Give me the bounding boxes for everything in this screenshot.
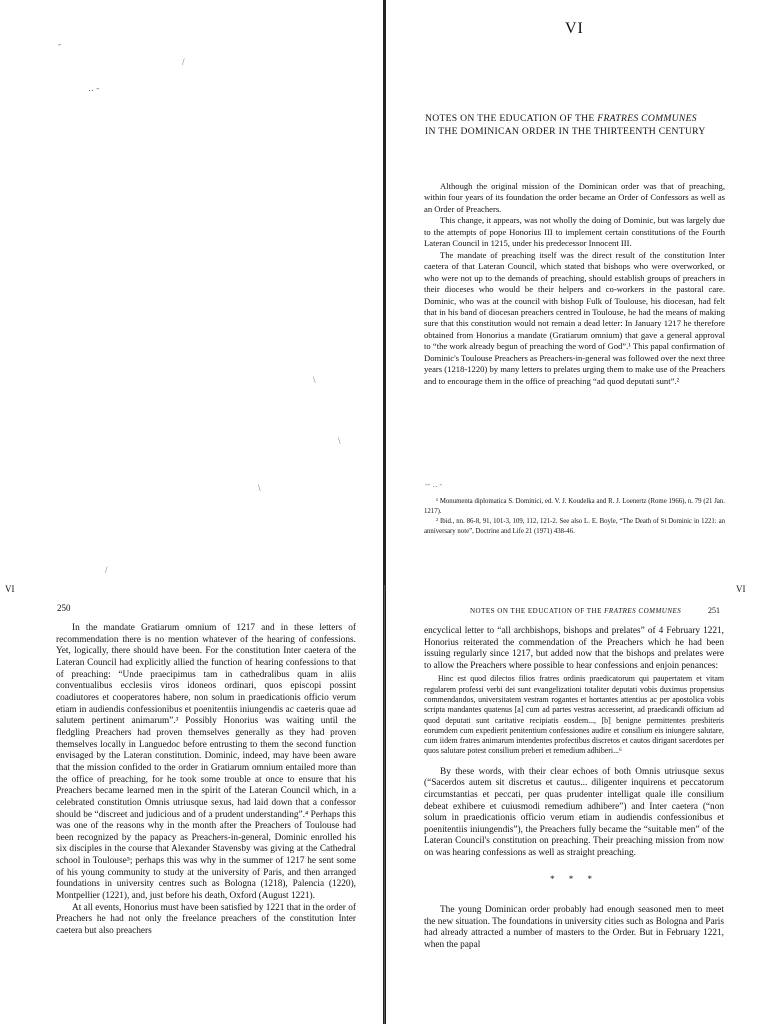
latin-block-quote [424, 672, 724, 758]
body-paragraph: At all events, Honorius must have been satisfied by 1221 that in the order of Preachers he had not only the freelance preachers of the constitution Inter caetera but also preachers [56, 902, 356, 937]
scan-speck: - [58, 39, 61, 49]
scan-speck: \ [338, 436, 341, 446]
chapter-number: VI [565, 20, 584, 37]
scan-speck: \ [258, 483, 261, 493]
footnotes [424, 497, 725, 537]
side-label-right: VI [736, 584, 746, 594]
body-paragraph: This change, it appears, was not wholly the doing of Dominic, but was largely due to the attempts of pope Honorius III to implement certain constitutions of the Fourth Lateran Council in 1215, under his predecessor Innocent III. [424, 215, 725, 249]
scan-speck: / [105, 565, 108, 575]
section-break-stars: * * * [550, 873, 598, 884]
scan-speck: / [182, 57, 185, 67]
body-paragraph: The young Dominican order probably had enough seasoned men to meet the new situation. The foundations in university cities such as Bologna and Paris had already attracted a number of masters to the Order. But in February 1221, when the papal [424, 905, 724, 950]
body-paragraph: The mandate of preaching itself was the direct result of the constitution Inter caetera of that Lateran Council, which stated that bishops who were overworked, or who were not up to the demands of preaching, should establish groups of preachers in their dioceses who would be their helpers and co-workers in the pastoral care. Dominic, who was at the council with bishop Fulk of Toulouse, his diocesan, had felt that in his band of diocesan preachers centred in Toulouse, he had the means of making sure that this constitution would not remain a dead letter: In January 1217 he therefore obtained from Honorius a mandate (Gratiarum omnium) that gave a general approval to “the work already begun of preaching the word of God”.¹ This papal confirmation of Dominic's Toulouse Preachers as Preachers-in-general was followed over the next three years (1218-1220) by many letters to prelates urging them to make use of the Preachers and to encourage them in the office of preaching “ad quod deputati sunt”.² [424, 249, 725, 386]
chapter-title [425, 112, 730, 138]
quote-text: Hinc est quod dilectos filios fratres ordinis praedicatorum qui paupertatem et vitam regularem professi verbi dei sunt evangelizationi totaliter deputati vobis duximus propensius commendandos, universitatem vestram rogantes et hortantes attentius ac per apostolica vobis scripta mandantes quatenus [a] cum ad partes vestras accesserint, ad praedicandi officium ad quod deputati sunt caritative recipiatis eosdem..., [b] benigne permittentes presbiteris eorumdem cum expedierit penitentium confessiones audire et consilium eis iniungere salutare, cum iidem fratres animarum intendentes profectibus discretos et cautos dirigant sacerdotes per quos salutare potest consilium preberi et remedium adhiberi...⁶ [424, 674, 724, 756]
scan-speck: ‥ - [88, 83, 100, 93]
intro-paragraph: encyclical letter to “all archbishops, bishops and prelates” of 4 February 1221, Honorius reiterated the commendation of the Preachers which he had been issuing regularly since 1217, but added now that the bishops and prelates were to allow the Preachers where possible to hear confessions and enjoin penances: [424, 626, 724, 671]
footnote-divider: -- ‥ - [425, 480, 443, 489]
chapter-title-line-2: IN THE DOMINICAN ORDER IN THE THIRTEENTH CENTURY [425, 126, 706, 137]
right-page-column [424, 626, 724, 1024]
chapter-title-line-1: NOTES ON THE EDUCATION OF THE FRATRES COMMUNES [425, 113, 697, 124]
body-paragraph: By these words, with their clear echoes of both Omnis utriusque sexus (“Sacerdos autem sit discretus et cautus... diligenter inquirens et peccatorum circumstantias et peccati, per quas prudenter intelligat quale ille consilium debeat exhibere et cuiusmodi remedium adhibere”) and Inter caetera (“non solum in praedicationis officio verum etiam in audiendis confessionibus et poenitentiis iniungendis”), the Preachers fully became the “suitable men” of the Lateran Council's constitution on preaching. Their preaching mission from now on was hearing confessions as well as straight preaching. [424, 766, 724, 858]
body-paragraph: In the mandate Gratiarum omnium of 1217 and in these letters of recommendation there is no mention whatever of the hearing of confessions. Yet, logically, there should have been. For the constitution Inter caetera of the Lateran Council had explicitly allied the function of hearing confessions to that of preaching: “Unde praecipimus tam in cathedralibus quam in aliis conventualibus ecclesiis viros idoneos ordinari, quos episcopi possint coadiutores et cooperatores habere, non solum in praedicationis officio verum etiam in audiendis confessionibus et poenitentiis iniungendis ac caeteris quae ad salutem pertinent animarum”.³ Possibly Honorius was waiting until the fledgling Preachers had proven themselves generally as they had proven themselves locally in Languedoc before entrusting to them the second function envisaged by the Lateran constitution. Dominic, indeed, may have been aware that the mission confided to the order in Gratiarum omnium entailed more than the office of preaching, for he took some trouble at once to ensure that his Preachers became learned men in the spirit of the Lateran Council which, in a celebrated constitution Omnis utriusque sexus, had laid down that a confessor should be “discreet and judicious and of a prudent understanding”.⁴ Perhaps this was one of the reasons why in the month after the Preachers of Toulouse had been recognized by the papacy as Preachers-in-general, Dominic enrolled his six disciples in the course that Alexander Stavensby was giving at the Cathedral school in Toulouse⁵; perhaps this was why in the summer of 1217 he sent some of his young community to study at the university of Paris, and then arranged foundations in university centres such as Bologna (1218), Palencia (1220), Montpellier (1221), and, just before his death, Oxford (August 1221). [56, 623, 356, 902]
side-label-left: VI [5, 584, 15, 594]
upper-page-body [424, 181, 725, 387]
body-paragraph: Although the original mission of the Dominican order was that of preaching, within four years of its foundation the order became an Order of Confessors as well as an Order of Preachers. [424, 181, 725, 214]
footnote: ² Ibid., nn. 86-8, 91, 101-3, 109, 112, 121-2. See also L. E. Boyle, “The Death of St Dominic in 1221: an anniversary note”, Doctrine and Life 21 (1971) 438-46. [424, 518, 725, 535]
running-head: NOTES ON THE EDUCATION OF THE FRATRES COMMUNES [470, 607, 682, 615]
left-page-column [56, 623, 356, 1024]
footnote: ¹ Monumenta diplomatica S. Dominici, ed. V. J. Koudelka and R. J. Loenertz (Rome 1966), n. 79 (21 Jan. 1217). [424, 498, 725, 515]
page-number-right: 251 [708, 606, 720, 615]
scan-speck: \ [313, 375, 316, 385]
page-number-left: 250 [57, 603, 71, 613]
page-gutter-lower [384, 585, 385, 1024]
